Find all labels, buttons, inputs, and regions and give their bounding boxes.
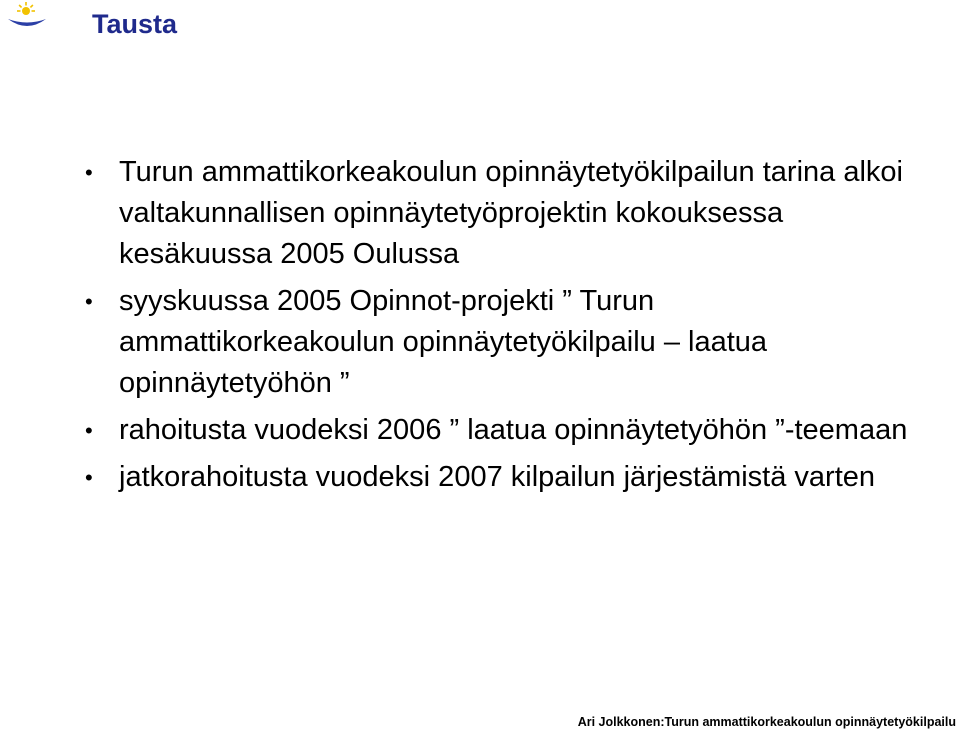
bullet-dot-icon: • [85, 289, 93, 314]
page-title: Tausta [92, 9, 178, 39]
bullet-item [0, 457, 959, 498]
bullet-text: jatkorahoitusta vuodeksi 2007 kilpailun järjestämistä varten [119, 461, 876, 493]
bullet-text: syyskuussa 2005 Opinnot-projekti ” Turun ammattikorkeakoulun opinnäytetyökilpailu – laatua opinnäytetyöhön ” [119, 285, 768, 399]
logo-icon [6, 2, 48, 32]
bullet-item [0, 281, 959, 404]
bullet-list [0, 152, 959, 504]
bullet-dot-icon: • [85, 418, 93, 443]
bullet-text: rahoitusta vuodeksi 2006 ” laatua opinnäytetyöhön ”-teemaan [119, 414, 908, 446]
bullet-dot-icon: • [85, 465, 93, 490]
bullet-text: Turun ammattikorkeakoulun opinnäytetyökilpailun tarina alkoi valtakunnallisen opinnäytetyöprojektin kokouksessa kesäkuussa 2005 Oulussa [119, 156, 903, 270]
bullet-dot-icon: • [85, 160, 93, 185]
footer-caption: Ari Jolkkonen:Turun ammattikorkeakoulun opinnäytetyökilpailu [577, 715, 956, 729]
bullet-item [0, 410, 959, 451]
bullet-item [0, 152, 959, 275]
